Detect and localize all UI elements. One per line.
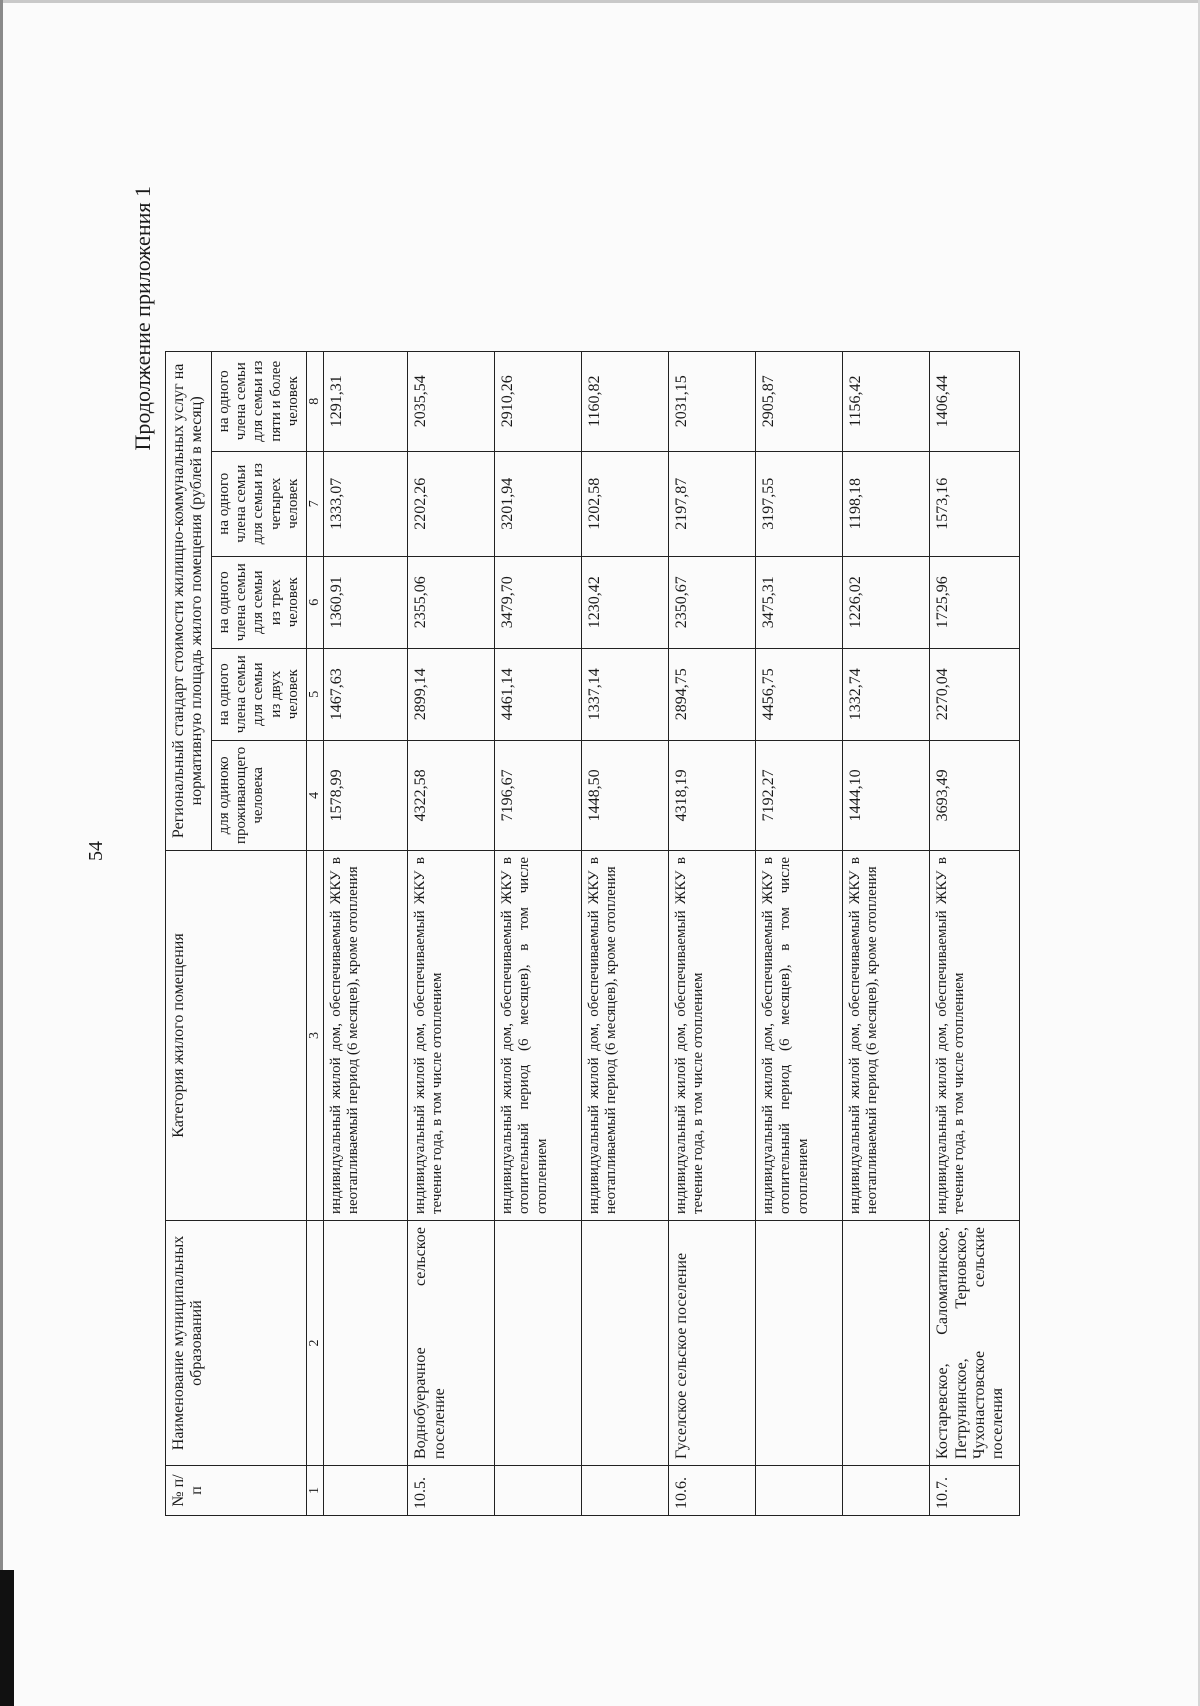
row-municipality (582, 1221, 669, 1466)
row-category: индивидуальный жилой дом, обеспечиваемый ЖКУ в неотапливаемый период (6 месяцев), кроме отопления (582, 851, 669, 1221)
row-value: 1467,63 (324, 648, 408, 740)
header-num: № п/п (166, 1466, 307, 1516)
row-value: 2910,26 (495, 351, 582, 451)
table-row (582, 351, 669, 1515)
row-category: индивидуальный жилой дом, обеспечиваемый ЖКУ в неотапливаемый период (6 месяцев), кроме отопления (843, 851, 930, 1221)
header-sub-two: на одного члена семьи для семьи из двух человек (211, 648, 306, 740)
row-value: 1202,58 (582, 451, 669, 556)
row-value: 1578,99 (324, 740, 408, 850)
page-number: 54 (85, 841, 107, 861)
housing-standard-table (165, 351, 1020, 1516)
col-number: 8 (307, 351, 324, 451)
row-value: 1360,91 (324, 556, 408, 648)
row-value: 1448,50 (582, 740, 669, 850)
header-sub-single: для одиноко проживающего человека (211, 740, 306, 850)
row-value: 1160,82 (582, 351, 669, 451)
row-value: 1198,18 (843, 451, 930, 556)
row-municipality: Воднобуерачное сельское поселение (408, 1221, 495, 1466)
row-municipality (495, 1221, 582, 1466)
row-value: 1725,96 (930, 556, 1020, 648)
row-num (756, 1466, 843, 1516)
row-value: 3201,94 (495, 451, 582, 556)
row-value: 2355,06 (408, 556, 495, 648)
row-value: 3693,49 (930, 740, 1020, 850)
col-number: 6 (307, 556, 324, 648)
row-value: 1406,44 (930, 351, 1020, 451)
col-number: 4 (307, 740, 324, 850)
col-number: 2 (307, 1221, 324, 1466)
row-num (582, 1466, 669, 1516)
row-value: 1291,31 (324, 351, 408, 451)
row-num (324, 1466, 408, 1516)
row-value: 1226,02 (843, 556, 930, 648)
col-number: 5 (307, 648, 324, 740)
row-value: 1156,42 (843, 351, 930, 451)
row-value: 2202,26 (408, 451, 495, 556)
table-row (669, 351, 756, 1515)
table-row (324, 351, 408, 1515)
table-row (495, 351, 582, 1515)
row-municipality (756, 1221, 843, 1466)
row-value: 2031,15 (669, 351, 756, 451)
row-num: 10.6. (669, 1466, 756, 1516)
row-category: индивидуальный жилой дом, обеспечиваемый ЖКУ в неотапливаемый период (6 месяцев), кроме отопления (324, 851, 408, 1221)
row-municipality (324, 1221, 408, 1466)
col-number: 3 (307, 851, 324, 1221)
row-value: 2899,14 (408, 648, 495, 740)
appendix-caption: Продолжение приложения 1 (130, 186, 155, 451)
col-number: 1 (307, 1466, 324, 1516)
header-category: Категория жилого помещения (166, 851, 307, 1221)
row-category: индивидуальный жилой дом, обеспечиваемый ЖКУ в течение года, в том числе отоплением (408, 851, 495, 1221)
col-number: 7 (307, 451, 324, 556)
row-category: индивидуальный жилой дом, обеспечиваемый ЖКУ в отопительный период (6 месяцев), в том числе отоплением (756, 851, 843, 1221)
row-value: 2894,75 (669, 648, 756, 740)
row-value: 1332,74 (843, 648, 930, 740)
row-num (495, 1466, 582, 1516)
row-value: 1444,10 (843, 740, 930, 850)
header-sub-four: на одного члена семьи для семьи из четырех человек (211, 451, 306, 556)
row-municipality: Костаревское, Саломатинское, Петрунинское, Терновское, Чухонастовское сельские поселения (930, 1221, 1020, 1466)
row-value: 4456,75 (756, 648, 843, 740)
row-municipality: Гуселское сельское поселение (669, 1221, 756, 1466)
row-value: 2197,87 (669, 451, 756, 556)
header-standard: Региональный стандарт стоимости жилищно-коммунальных услуг на нормативную площадь жилого помещения (рублей в месяц) (166, 351, 212, 850)
row-num: 10.7. (930, 1466, 1020, 1516)
row-value: 7196,67 (495, 740, 582, 850)
row-value: 3197,55 (756, 451, 843, 556)
row-value: 4318,19 (669, 740, 756, 850)
row-category: индивидуальный жилой дом, обеспечиваемый ЖКУ в течение года, в том числе отоплением (930, 851, 1020, 1221)
header-sub-five: на одного члена семьи для семьи из пяти и более человек (211, 351, 306, 451)
row-value: 1337,14 (582, 648, 669, 740)
row-value: 7192,27 (756, 740, 843, 850)
table-row (756, 351, 843, 1515)
row-value: 1573,16 (930, 451, 1020, 556)
header-sub-three: на одного члена семьи для семьи из трех человек (211, 556, 306, 648)
row-num: 10.5. (408, 1466, 495, 1516)
row-value: 2905,87 (756, 351, 843, 451)
row-category: индивидуальный жилой дом, обеспечиваемый ЖКУ в отопительный период (6 месяцев), в том числе отоплением (495, 851, 582, 1221)
row-value: 2035,54 (408, 351, 495, 451)
row-value: 4461,14 (495, 648, 582, 740)
row-value: 3475,31 (756, 556, 843, 648)
row-category: индивидуальный жилой дом, обеспечиваемый ЖКУ в течение года, в том числе отоплением (669, 851, 756, 1221)
table-row (930, 351, 1020, 1515)
row-value: 4322,58 (408, 740, 495, 850)
table-row (408, 351, 495, 1515)
row-value: 1230,42 (582, 556, 669, 648)
row-value: 2270,04 (930, 648, 1020, 740)
row-num (843, 1466, 930, 1516)
row-value: 2350,67 (669, 556, 756, 648)
header-municipality: Наименование муниципальных образований (166, 1221, 307, 1466)
row-municipality (843, 1221, 930, 1466)
table-row (843, 351, 930, 1515)
row-value: 1333,07 (324, 451, 408, 556)
row-value: 3479,70 (495, 556, 582, 648)
